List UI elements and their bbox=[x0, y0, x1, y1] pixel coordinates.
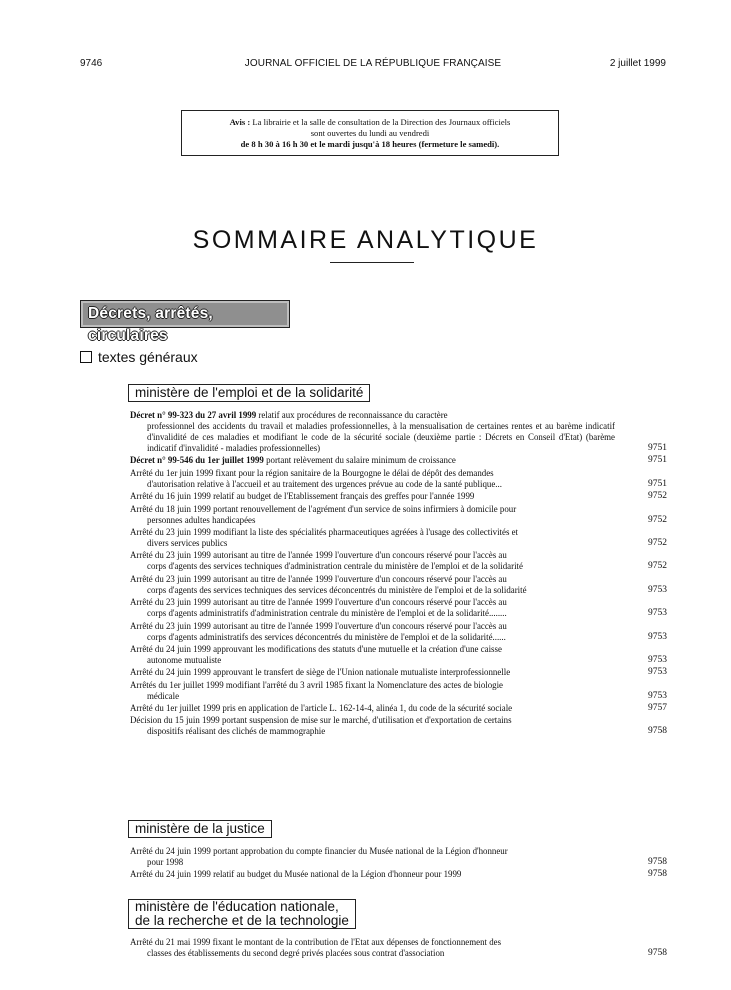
toc-entry-page: 9753 bbox=[648, 654, 667, 665]
toc-entry-text bbox=[130, 455, 615, 466]
toc-entry-page: 9758 bbox=[648, 869, 667, 880]
section-label: textes généraux bbox=[98, 349, 198, 365]
toc-entry-title: Arrêté du 18 juin 1999 portant renouvellement de l'agrément d'un service de soins infirmiers à domicile pour bbox=[130, 503, 517, 514]
issue-date: 2 juillet 1999 bbox=[609, 58, 666, 69]
toc-entry-text bbox=[130, 715, 615, 737]
ministry-heading-education bbox=[128, 899, 356, 929]
toc-entry-title: Arrêté du 23 juin 1999 autorisant au titre de l'année 1999 l'ouverture d'un concours réservé pour l'accès au bbox=[130, 573, 507, 584]
category-banner-label: Décrets, arrêtés, circulaires bbox=[83, 303, 287, 325]
notice-line-1 bbox=[182, 117, 558, 128]
toc-entry-page: 9757 bbox=[648, 703, 667, 714]
title-divider bbox=[330, 262, 414, 263]
toc-entry-title: Arrêté du 23 juin 1999 modifiant la liste des spécialités pharmaceutiques agréées à l'usage des collectivités et bbox=[130, 526, 519, 537]
toc-entry-bold: Décret n° 99-546 du 1er juillet 1999 bbox=[130, 455, 264, 466]
toc-entry-page: 9752 bbox=[648, 491, 667, 502]
toc-entry-continuation: classes des établissements du second degré privés placées sous contrat d'association bbox=[147, 948, 445, 958]
toc-entry-continuation: corps d'agents administratifs d'administration centrale du ministère de l'emploi et de la solidarité........ bbox=[147, 608, 507, 619]
toc-entry-title: Arrêté du 24 juin 1999 portant approbation du compte financier du Musée national de la Légion d'honneur bbox=[130, 846, 508, 856]
toc-entry-title: Arrêté du 23 juin 1999 autorisant au titre de l'année 1999 l'ouverture d'un concours réservé pour l'accès au bbox=[130, 597, 507, 608]
notice-line-3: de 8 h 30 à 16 h 30 et le mardi jusqu'à 18 heures (fermeture le samedi). bbox=[240, 139, 500, 149]
notice-line-2: sont ouvertes du lundi au vendredi bbox=[310, 128, 430, 138]
toc-entry-title: Arrêté du 24 juin 1999 relatif au budget du Musée national de la Légion d'honneur pour 1999 bbox=[130, 869, 462, 880]
page-number: 9746 bbox=[80, 58, 103, 69]
toc-entry-continuation: corps d'agents administratifs des services déconcentrés du ministère de l'emploi et de la solidarité...... bbox=[147, 631, 506, 642]
toc-entry-title: relatif aux procédures de reconnaissance du caractère bbox=[256, 410, 448, 420]
toc-entry-page: 9753 bbox=[648, 584, 667, 595]
toc-entry-continuation: d'autorisation relative à l'accueil et au traitement des urgences prévue au code de la santé publique... bbox=[147, 478, 502, 489]
toc-entry-page: 9753 bbox=[648, 631, 667, 642]
toc-entry-text bbox=[130, 703, 615, 714]
toc-entry-title: portant relèvement du salaire minimum de croissance bbox=[263, 455, 456, 466]
toc-entry-continuation: médicale bbox=[147, 690, 180, 701]
toc-entry bbox=[130, 597, 667, 619]
toc-entry-page: 9758 bbox=[648, 948, 667, 958]
ministry-heading-line-1: ministère de l'éducation nationale, bbox=[135, 899, 339, 914]
toc-entry-text bbox=[130, 597, 615, 619]
toc-entry bbox=[130, 491, 667, 502]
toc-entry-text bbox=[130, 550, 615, 572]
toc-entry-continuation: corps d'agents des services techniques d'administration centrale du ministère de l'emploi et de la solidarité bbox=[147, 561, 523, 572]
ministry-heading-line-2: de la recherche et de la technologie bbox=[135, 913, 349, 928]
toc-entry-continuation: corps d'agents des services techniques des services déconcentrés du ministère de l'emploi et de la solidarité bbox=[147, 584, 527, 595]
toc-entry-title: Arrêté du 24 juin 1999 approuvant le transfert de siège de l'Union nationale mutualiste interprofessionnelle bbox=[130, 667, 511, 678]
notice-box bbox=[181, 110, 559, 156]
toc-entry-text bbox=[130, 621, 615, 643]
toc-entry-page: 9752 bbox=[648, 514, 667, 525]
journal-title: JOURNAL OFFICIEL DE LA RÉPUBLIQUE FRANÇAISE bbox=[244, 58, 502, 69]
toc-entry-title: Décision du 15 juin 1999 portant suspension de mise sur le marché, d'utilisation et d'exportation de certains bbox=[130, 715, 512, 726]
toc-entry bbox=[130, 667, 667, 678]
toc-entry-page: 9758 bbox=[648, 857, 667, 867]
toc-entry-title: Arrêté du 23 juin 1999 autorisant au titre de l'année 1999 l'ouverture d'un concours réservé pour l'accès au bbox=[130, 550, 507, 561]
toc-entry-continuation: personnes adultes handicapées bbox=[147, 514, 256, 525]
toc-entry-title: Arrêté du 16 juin 1999 relatif au budget de l'Etablissement français des greffes pour l'année 1999 bbox=[130, 491, 475, 502]
toc-entry-title: Arrêté du 23 juin 1999 autorisant au titre de l'année 1999 l'ouverture d'un concours réservé pour l'accès au bbox=[130, 620, 507, 631]
toc-entry bbox=[130, 680, 667, 702]
ministry-entries-education bbox=[130, 937, 667, 960]
page-title: SOMMAIRE ANALYTIQUE bbox=[192, 226, 539, 254]
toc-entry-continuation: divers services publics bbox=[147, 537, 228, 548]
toc-entry bbox=[130, 869, 667, 880]
ministry-entries-emploi bbox=[130, 410, 667, 739]
ministry-heading-emploi: ministère de l'emploi et de la solidarité bbox=[128, 384, 370, 402]
toc-entry-page: 9751 bbox=[648, 478, 667, 489]
toc-entry bbox=[130, 621, 667, 643]
toc-entry-title: Arrêté du 24 juin 1999 approuvant les modifications des statuts d'une mutuelle et la création d'une caisse bbox=[130, 643, 502, 654]
toc-entry bbox=[130, 550, 667, 572]
notice-label: Avis : bbox=[229, 117, 251, 127]
toc-entry-page: 9752 bbox=[648, 537, 667, 548]
toc-entry bbox=[130, 410, 667, 454]
toc-entry bbox=[130, 504, 667, 526]
toc-entry-page: 9751 bbox=[648, 443, 667, 453]
toc-entry-page: 9752 bbox=[648, 561, 667, 572]
toc-entry-text bbox=[130, 667, 615, 678]
toc-entry-text bbox=[130, 410, 615, 454]
toc-entry bbox=[130, 937, 667, 959]
toc-entry-bold: Décret n° 99-323 du 27 avril 1999 bbox=[130, 410, 257, 420]
toc-entry-title: Arrêté du 21 mai 1999 fixant le montant de la contribution de l'Etat aux dépenses de fonctionnement des bbox=[130, 937, 502, 947]
toc-entry-text bbox=[130, 504, 615, 526]
ministry-entries-justice bbox=[130, 846, 667, 882]
toc-entry-page: 9751 bbox=[648, 455, 667, 466]
checkbox-square-icon bbox=[80, 351, 92, 363]
toc-entry-text bbox=[130, 574, 615, 596]
toc-entry bbox=[130, 715, 667, 737]
toc-entry bbox=[130, 527, 667, 549]
toc-entry-text bbox=[130, 680, 615, 702]
toc-entry bbox=[130, 574, 667, 596]
toc-entry-text bbox=[130, 869, 615, 880]
category-banner bbox=[80, 300, 290, 344]
toc-entry bbox=[130, 703, 667, 714]
toc-entry-continuation: dispositifs réalisant des clichés de mammographie bbox=[147, 726, 326, 737]
toc-entry-text bbox=[130, 937, 615, 959]
toc-entry-title: Arrêté du 1er juillet 1999 pris en application de l'article L. 162-14-4, alinéa 1, du code de la sécurité sociale bbox=[130, 703, 513, 714]
toc-entry-text bbox=[130, 846, 615, 868]
section-heading bbox=[80, 349, 198, 365]
toc-entry-text bbox=[130, 468, 615, 490]
toc-entry-page: 9758 bbox=[648, 726, 667, 737]
toc-entry-text bbox=[130, 527, 615, 549]
toc-entry bbox=[130, 468, 667, 490]
toc-entry-title: Arrêtés du 1er juillet 1999 modifiant l'arrêté du 3 avril 1985 fixant la Nomenclature des actes de biologie bbox=[130, 679, 503, 690]
toc-entry-title: Arrêté du 1er juin 1999 fixant pour la région sanitaire de la Bourgogne le délai de dépôt des demandes bbox=[130, 467, 494, 478]
toc-entry-text bbox=[130, 491, 615, 502]
toc-entry bbox=[130, 644, 667, 666]
toc-entry-page: 9753 bbox=[648, 690, 667, 701]
toc-entry-continuation: pour 1998 bbox=[147, 857, 184, 867]
ministry-heading-justice: ministère de la justice bbox=[128, 820, 272, 838]
notice-text-1: La librairie et la salle de consultation de la Direction des Journaux officiels bbox=[252, 117, 511, 127]
toc-entry-page: 9753 bbox=[648, 667, 667, 678]
toc-entry bbox=[130, 455, 667, 466]
toc-entry-continuation: professionnel des accidents du travail et maladies professionnelles, à la mensualisation de certaines rentes et au barème indicatif d'invalidité de ces maladies et modifiant le code de la sécurité sociale (deuxième partie : Décrets en Conseil d'Etat) (barème indicatif d'invalidité - maladies professionnelles) bbox=[147, 421, 615, 453]
toc-entry bbox=[130, 846, 667, 868]
toc-entry-text bbox=[130, 644, 615, 666]
toc-entry-continuation: autonome mutualiste bbox=[147, 654, 222, 665]
toc-entry-page: 9753 bbox=[648, 608, 667, 619]
